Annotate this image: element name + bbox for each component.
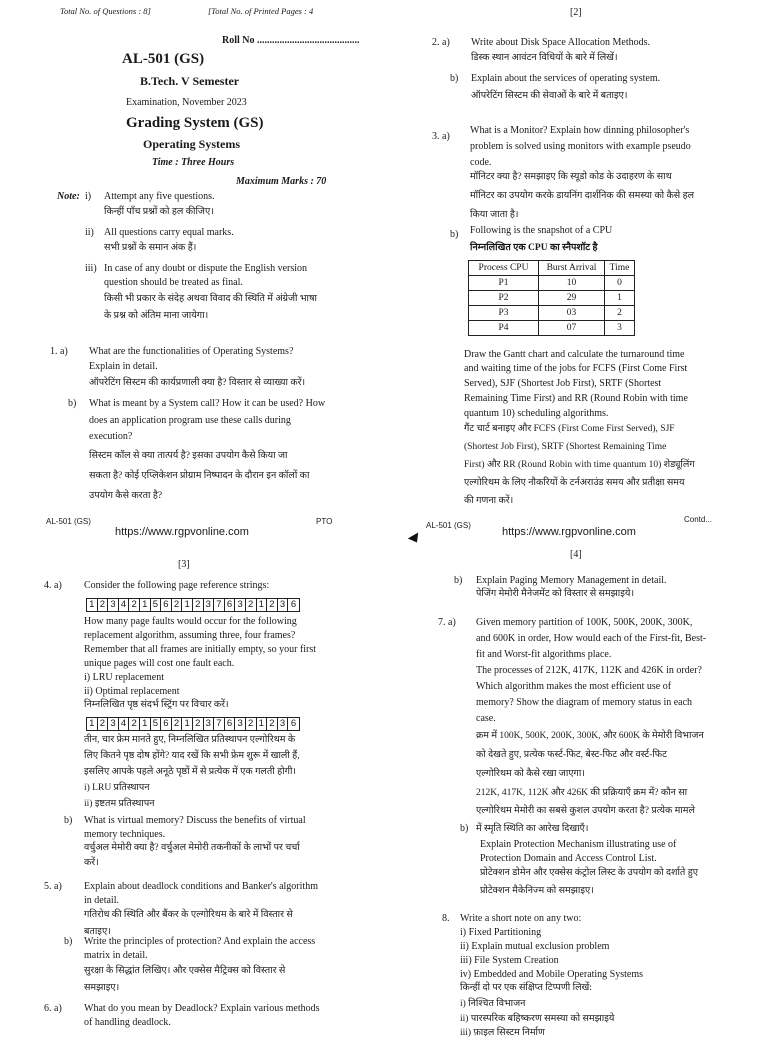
reference-cell: 6	[161, 599, 172, 611]
page-2	[384, 0, 768, 512]
q5a-text-hindi: बताइए।	[84, 927, 111, 937]
q8-number: 8.	[442, 913, 450, 924]
note-text-hindi: के प्रश्न को अंतिम माना जायेगा।	[104, 311, 209, 321]
q3b-instructions: and waiting time of the jobs for FCFS (First Come First	[464, 363, 688, 374]
q1b-text: does an application program use these calls during	[89, 415, 291, 426]
table-header-row	[469, 261, 635, 276]
q3b-instructions-hindi: एल्गोरिथम के लिए नौकरियों के टर्नअराउंड समय और प्रतीक्षा समय	[464, 478, 685, 488]
q1a-text: Explain in detail.	[89, 361, 158, 372]
note-label: Note:	[57, 191, 80, 202]
reference-cell: 2	[267, 599, 278, 611]
q6a-text: What do you mean by Deadlock? Explain various methods	[84, 1003, 320, 1014]
reference-cell: 3	[108, 718, 119, 730]
reference-cell: 2	[98, 599, 109, 611]
grading-system: Grading System (GS)	[126, 115, 264, 131]
note-text: Attempt any five questions.	[104, 191, 215, 202]
q1b-text: execution?	[89, 431, 133, 442]
q7a-text-hindi: 212K, 417K, 112K और 426K की प्रक्रियाएँ क्रम में? कौन सा	[476, 788, 688, 798]
q5a-text-hindi: गतिरोध की स्थिति और बैंकर के एल्गोरिथम के बारे में विस्तार से	[84, 910, 293, 920]
max-marks: Maximum Marks : 70	[236, 176, 327, 187]
q7a-text: case.	[476, 713, 496, 724]
q4a-text: Remember that all frames are initially empty, so your first	[84, 644, 317, 655]
q4b-text-hindi: करें।	[84, 858, 99, 868]
note-num: ii)	[85, 227, 94, 238]
q7a-number: 7. a)	[438, 617, 456, 628]
reference-cell: 6	[290, 599, 297, 610]
q7a-text-hindi: एल्गोरिथम को कैसे रखा जाएगा।	[476, 769, 585, 779]
reference-cell: 7	[214, 599, 225, 611]
q2b-text: Explain about the services of operating system.	[471, 73, 661, 84]
q3a-text-hindi: किया जाता है।	[470, 210, 519, 220]
reference-cell: 1	[140, 599, 151, 611]
q3b-instructions-hindi: First) और RR (Round Robin with time quantum 10) शेड्यूलिंग	[464, 460, 695, 470]
reference-cell: 7	[214, 718, 225, 730]
q4a-text-hindi: लिए कितने पृष्ठ दोष होंगे? याद रखें कि सभी फ्रेम शुरू में खाली हैं,	[84, 751, 300, 761]
cpu-snapshot-table	[468, 260, 635, 336]
reference-cell: 2	[267, 718, 278, 730]
note-text: In case of any doubt or dispute the English version	[104, 263, 308, 274]
page-reference-string	[86, 598, 300, 612]
q7b-number: b)	[460, 823, 469, 834]
q5b-text: matrix in detail.	[84, 950, 148, 961]
reference-cell: 3	[235, 599, 246, 611]
q4a-option: i) LRU replacement	[84, 672, 164, 683]
roll-no: Roll No .........................................	[222, 35, 360, 46]
table-row	[469, 306, 635, 321]
q4a-text-hindi: तीन, चार फ्रेम मानते हुए, निम्नलिखित प्रतिस्थापन एल्गोरिथम के	[84, 735, 296, 745]
reference-cell: 3	[108, 599, 119, 611]
table-cell: 10	[539, 276, 605, 291]
q3b-instructions: Remaining Time First) and RR (Round Robin with time	[464, 393, 688, 404]
reference-cell: 6	[290, 718, 297, 729]
q8-option: ii) Explain mutual exclusion problem	[460, 941, 610, 952]
reference-cell: 2	[172, 718, 183, 730]
q7b-text-hindi: प्रोटेक्शन डोमेन और एक्सेस कंट्रोल लिस्ट के उपयोग को दर्शाते हुए	[480, 868, 699, 878]
q3a-number: 3. a)	[432, 131, 450, 142]
table-cell: 07	[539, 321, 605, 336]
q8-text: Write a short note on any two:	[460, 913, 582, 924]
table-cell: P1	[469, 276, 539, 291]
reference-cell: 2	[193, 718, 204, 730]
q4b-text: memory techniques.	[84, 829, 166, 840]
page-4	[384, 512, 768, 1038]
reference-cell: 5	[151, 599, 162, 611]
q5a-text: in detail.	[84, 895, 119, 906]
footer-code: AL-501 (GS)	[426, 521, 471, 530]
q4a-text-hindi: इसलिए आपके पहले अनूठे पृष्ठों में से प्रत्येक में एक गलती होगी।	[84, 767, 297, 777]
q4a-number: 4. a)	[44, 580, 62, 591]
q3b-instructions-hindi: गैंट चार्ट बनाइए और FCFS (First Come First Served), SJF	[464, 424, 675, 434]
q5a-text: Explain about deadlock conditions and Banker's algorithm	[84, 881, 318, 892]
q4b-text: What is virtual memory? Discuss the benefits of virtual	[84, 815, 306, 826]
q1b-number: b)	[68, 398, 77, 409]
q1b-text-hindi: सकता है? कोई एप्लिकेशन प्रोग्राम निष्पादन के दौरान इन कॉलों का	[89, 471, 310, 481]
reference-cell: 2	[193, 599, 204, 611]
q4a-option-hindi: ii) इष्टतम प्रतिस्थापन	[84, 799, 155, 809]
reference-cell: 1	[87, 599, 98, 611]
q4a-option-hindi: i) LRU प्रतिस्थापन	[84, 783, 150, 793]
reference-cell: 3	[204, 599, 215, 611]
q7b-text: Explain Protection Mechanism illustrating use of	[480, 839, 677, 850]
q8-option: i) Fixed Partitioning	[460, 927, 542, 938]
q5b-number: b)	[64, 936, 73, 947]
table-cell: 0	[605, 276, 635, 291]
reference-cell: 5	[151, 718, 162, 730]
table-cell: 03	[539, 306, 605, 321]
note-text: question should be treated as final.	[104, 277, 243, 288]
q3b-number: b)	[450, 229, 459, 240]
reference-cell: 3	[235, 718, 246, 730]
q7a-text-hindi: में स्मृति स्थिति का आरेख दिखाएँ।	[476, 824, 589, 834]
q2a-text-hindi: डिस्क स्थान आवंटन विधियों के बारे में लिखें।	[471, 53, 618, 63]
page-reference-string	[86, 717, 300, 731]
q7a-text: Given memory partition of 100K, 500K, 200K, 300K,	[476, 617, 693, 628]
q2a-number: 2. a)	[432, 37, 450, 48]
q1a-text: What are the functionalities of Operating Systems?	[89, 346, 294, 357]
q8-option-hindi: i) निश्चित विभाजन	[460, 999, 526, 1009]
q8-text-hindi: किन्हीं दो पर एक संक्षिप्त टिप्पणी लिखें:	[460, 983, 592, 993]
footer-url[interactable]: https://www.rgpvonline.com	[502, 526, 636, 538]
table-cell: 29	[539, 291, 605, 306]
course-name: B.Tech. V Semester	[140, 74, 240, 88]
table-row	[469, 276, 635, 291]
q4a-text: unique pages will cost one fault each.	[84, 658, 235, 669]
table-header: Burst Arrival	[539, 261, 605, 276]
q3a-text-hindi: मॉनिटर का उपयोग करके डायनिंग दार्शनिक की समस्या को कैसे हल	[470, 191, 695, 201]
reference-cell: 6	[161, 718, 172, 730]
page-number: [2]	[570, 7, 582, 18]
q4a-text: replacement algorithm, assuming three, four frames?	[84, 630, 296, 641]
q7a-text: memory? Show the diagram of memory status in each	[476, 697, 693, 708]
paper-code: AL-501 (GS)	[122, 51, 205, 67]
reference-cell: 1	[257, 718, 268, 730]
reference-cell: 2	[129, 599, 140, 611]
q8-option: iv) Embedded and Mobile Operating Systems	[460, 969, 644, 980]
q3b-instructions: Draw the Gantt chart and calculate the turnaround time	[464, 349, 685, 360]
q8-option-hindi: ii) पारस्परिक बहिष्करण समस्या को समझाइये	[460, 1014, 615, 1024]
table-cell: P4	[469, 321, 539, 336]
table-header: Time	[605, 261, 635, 276]
table-cell: 2	[605, 306, 635, 321]
reference-cell: 1	[182, 718, 193, 730]
q3a-text: problem is solved using monitors with example pseudo	[470, 141, 691, 152]
q7a-text: and 600K in order, How would each of the First-fit, Best-	[476, 633, 707, 644]
q4b-number: b)	[64, 815, 73, 826]
page-3	[0, 512, 384, 1028]
reference-cell: 2	[246, 718, 257, 730]
q5b-text-hindi: समझाइए।	[84, 983, 120, 993]
note-text-hindi: किन्हीं पाँच प्रश्नों को हल कीजिए।	[104, 207, 214, 217]
q7a-text: The processes of 212K, 417K, 112K and 426K in order?	[476, 665, 702, 676]
reference-cell: 3	[278, 599, 289, 611]
reference-cell: 1	[257, 599, 268, 611]
q7a-text: fit and Worst-fit algorithms place.	[476, 649, 612, 660]
note-text-hindi: सभी प्रश्नों के समान अंक हैं।	[104, 243, 197, 253]
q6b-text-hindi: पेजिंग मेमोरी मैनेजमेंट को विस्तार से समझाइये।	[476, 589, 635, 599]
q1b-text: What is meant by a System call? How it can be used? How	[89, 398, 326, 409]
q6b-number: b)	[454, 575, 463, 586]
q1a-number: 1. a)	[50, 346, 68, 357]
q7a-text: Which algorithm makes the most efficient use of	[476, 681, 672, 692]
q5a-number: 5. a)	[44, 881, 62, 892]
page-number: [4]	[570, 549, 582, 560]
q7a-text-hindi: को देखते हुए, प्रत्येक फर्स्ट-फिट, बेस्ट-फिट और वर्स्ट-फिट	[476, 750, 667, 760]
exam-time: Time : Three Hours	[152, 157, 235, 168]
q4b-text-hindi: वर्चुअल मेमोरी क्या है? वर्चुअल मेमोरी तकनीकों के लाभों पर चर्चा	[84, 843, 300, 853]
reference-cell: 1	[140, 718, 151, 730]
footer-code: AL-501 (GS)	[46, 517, 91, 526]
table-header: Process CPU	[469, 261, 539, 276]
q3b-instructions: quantum 10) scheduling algorithms.	[464, 408, 609, 419]
reference-cell: 2	[246, 599, 257, 611]
q8-option: iii) File System Creation	[460, 955, 559, 966]
q7b-text: Protection Domain and Access Control List.	[480, 853, 657, 864]
reference-cell: 1	[87, 718, 98, 730]
q7a-text-hindi: एल्गोरिथम मेमोरी का सबसे कुशल उपयोग करता है? प्रत्येक मामले	[476, 806, 695, 816]
total-pages: [Total No. of Printed Pages : 4	[208, 6, 314, 16]
reference-cell: 6	[225, 599, 236, 611]
q4a-text-hindi: निम्नलिखित पृष्ठ संदर्भ स्ट्रिंग पर विचार करें।	[84, 700, 229, 710]
q2a-text: Write about Disk Space Allocation Methods.	[471, 37, 651, 48]
reference-cell: 2	[172, 599, 183, 611]
q3b-instructions: Served), SJF (Shortest Job First), SRTF (Shortest	[464, 378, 662, 389]
subject-title: Operating Systems	[143, 137, 240, 151]
q3b-text: Following is the snapshot of a CPU	[470, 225, 613, 236]
q7a-text-hindi: क्रम में 100K, 500K, 200K, 300K, और 600K के मेमोरी विभाजन	[476, 731, 704, 741]
table-row	[469, 321, 635, 336]
q1b-text-hindi: सिस्टम कॉल से क्या तात्पर्य है? इसका उपयोग कैसे किया जा	[89, 451, 288, 461]
q3b-instructions-hindi: (Shortest Job First), SRTF (Shortest Remaining Time	[464, 442, 667, 452]
reference-cell: 3	[204, 718, 215, 730]
q7b-text-hindi: प्रोटेक्शन मैकेनिज्म को समझाइए।	[480, 886, 594, 896]
reference-cell: 4	[119, 599, 130, 611]
reference-cell: 1	[182, 599, 193, 611]
page-1	[0, 0, 384, 512]
q5b-text: Write the principles of protection? And explain the access	[84, 936, 316, 947]
q4a-text: Consider the following page reference strings:	[84, 580, 270, 591]
q4a-text: How many page faults would occur for the following	[84, 616, 297, 627]
reference-cell: 4	[119, 718, 130, 730]
q3a-text: What is a Monitor? Explain how dinning philosopher's	[470, 125, 690, 136]
q2b-text-hindi: ऑपरेटिंग सिस्टम की सेवाओं के बारे में बताइए।	[471, 91, 628, 101]
q8-option-hindi: iii) फ़ाइल सिस्टम निर्माण	[460, 1028, 545, 1038]
total-questions: Total No. of Questions : 8]	[60, 6, 151, 16]
table-cell: P2	[469, 291, 539, 306]
table-cell: 3	[605, 321, 635, 336]
note-num: i)	[85, 191, 92, 202]
q3b-instructions-hindi: की गणना करें।	[464, 496, 514, 506]
q3a-text-hindi: मॉनिटर क्या है? समझाइए कि स्यूडो कोड के उदाहरण के साथ	[470, 172, 672, 182]
table-row	[469, 291, 635, 306]
note-text-hindi: किसी भी प्रकार के संदेह अथवा विवाद की स्थिति में अंग्रेजी भाषा	[104, 294, 317, 304]
q6b-text: Explain Paging Memory Management in detail.	[476, 575, 667, 586]
q6a-text: of handling deadlock.	[84, 1017, 171, 1028]
page-number: [3]	[178, 559, 190, 570]
q1a-text-hindi: ऑपरेटिंग सिस्टम की कार्यप्रणाली क्या है? विस्तार से व्याख्या करें।	[89, 378, 306, 388]
q6a-number: 6. a)	[44, 1003, 62, 1014]
reference-cell: 3	[278, 718, 289, 730]
footer-contd: Contd...	[684, 515, 713, 524]
note-text: All questions carry equal marks.	[104, 227, 234, 238]
q1b-text-hindi: उपयोग कैसे करता है?	[89, 491, 163, 501]
footer-pto: PTO	[316, 517, 333, 526]
table-cell: 1	[605, 291, 635, 306]
exam-session: Examination, November 2023	[126, 97, 247, 108]
note-num: iii)	[85, 263, 97, 274]
reference-cell: 2	[98, 718, 109, 730]
q4a-option: ii) Optimal replacement	[84, 686, 180, 697]
q3b-text-hindi: निम्नलिखित एक CPU का स्नैपशॉट है	[470, 243, 598, 253]
q3a-text: code.	[470, 157, 492, 168]
q2b-number: b)	[450, 73, 459, 84]
q5b-text-hindi: सुरक्षा के सिद्धांत लिखिए। और एक्सेस मैट्रिक्स को विस्तार से	[84, 966, 286, 976]
table-cell: P3	[469, 306, 539, 321]
footer-url[interactable]: https://www.rgpvonline.com	[115, 526, 249, 538]
reference-cell: 2	[129, 718, 140, 730]
reference-cell: 6	[225, 718, 236, 730]
